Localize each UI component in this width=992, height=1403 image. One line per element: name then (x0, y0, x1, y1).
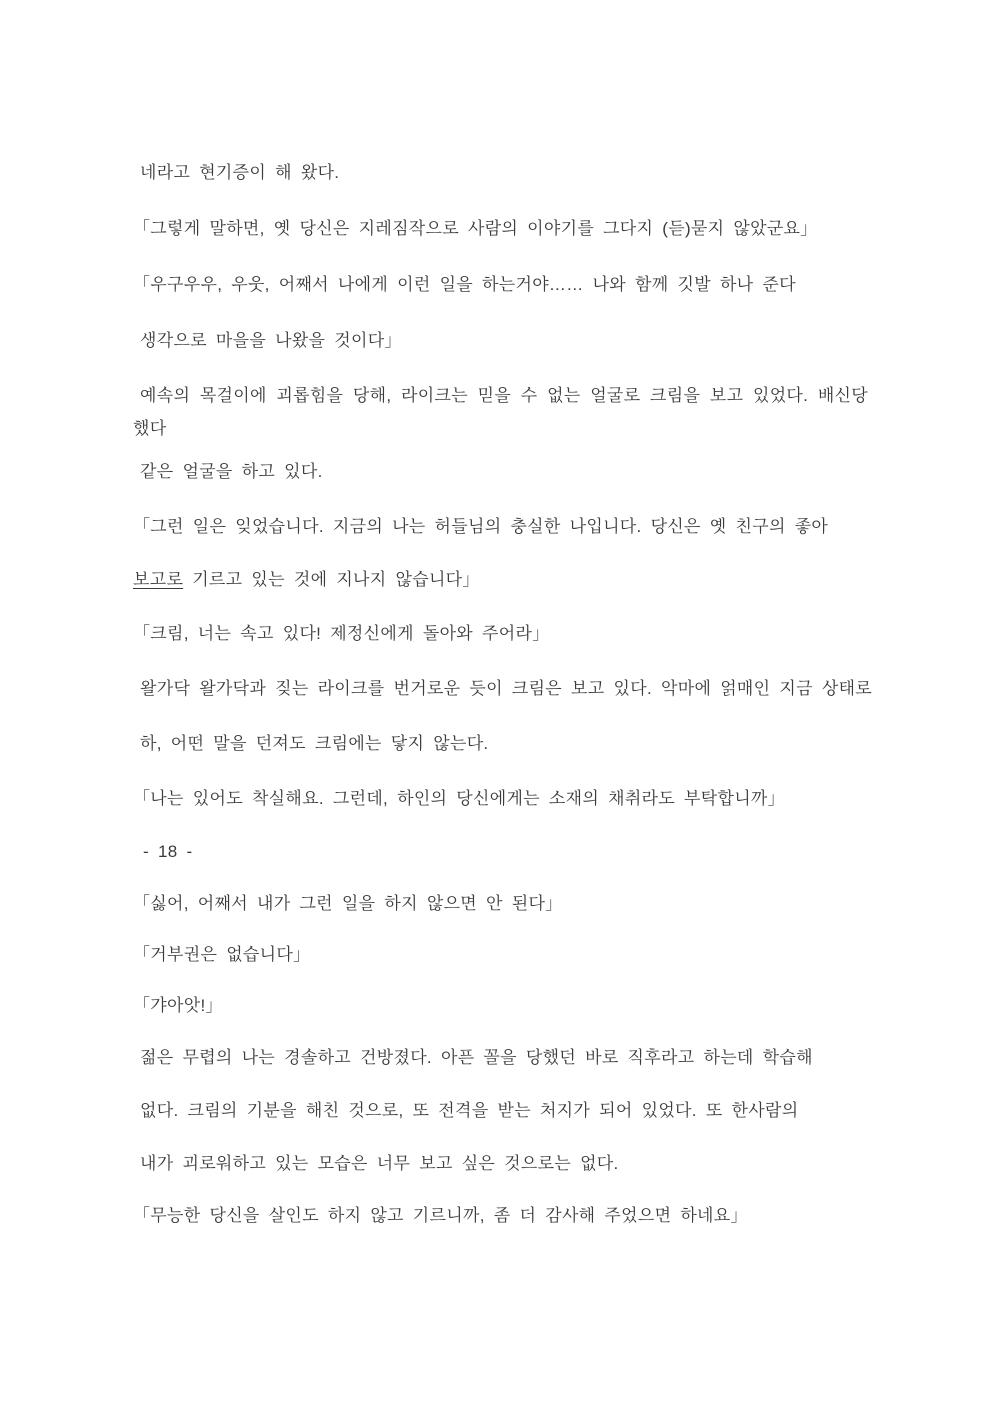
page-number: - 18 - (143, 842, 193, 861)
text-line-quote: 「거부권은 없습니다」 (133, 945, 311, 964)
text-line: 네라고 현기증이 해 왔다. (140, 163, 340, 182)
text-line: 같은 얼굴을 하고 있다. (140, 462, 323, 481)
text-line: 젊은 무렵의 나는 경솔하고 건방졌다. 아픈 꼴을 당했던 바로 직후라고 하는데 학습해 (140, 1048, 813, 1067)
text-line: 내가 괴로워하고 있는 모습은 너무 보고 싶은 것으로는 없다. (140, 1154, 619, 1173)
text-line-quote: 「우구우우, 우웃, 어째서 나에게 이런 일을 하는거야…… 나와 함께 깃발 하나 준다 (133, 275, 796, 294)
text-line: 하, 어떤 말을 던져도 크림에는 닿지 않는다. (140, 734, 489, 753)
underlined-word: 보고로 (133, 570, 184, 589)
text-line-quote: 「싫어, 어째서 내가 그런 일을 하지 않으면 안 된다」 (133, 894, 563, 913)
text-line-justified: 예속의 목걸이에 괴롭힘을 당해, 라이크는 믿을 수 없는 얼굴로 크림을 보고 있었다. 배신당 (140, 386, 868, 405)
text-line-quote: 「그렇게 말하면, 옛 당신은 지레짐작으로 사람의 이야기를 그다지 (듣)묻지 않았군요」 (133, 219, 818, 238)
text-line: 생각으로 마을을 나왔을 것이다」 (140, 331, 402, 350)
text-line-quote: 「갸아앗!」 (133, 996, 223, 1015)
text-line-quote: 「나는 있어도 착실해요. 그런데, 하인의 당신에게는 소재의 채취라도 부탁합니까」 (133, 789, 785, 808)
text-line-continuation: 했다 (133, 419, 167, 438)
text-line-continuation (133, 563, 868, 596)
text-line: 왈가닥 왈가닥과 짖는 라이크를 번거로운 듯이 크림은 보고 있다. 악마에 얽매인 지금 상태로 (140, 679, 873, 698)
text-line-quote: 「무능한 당신을 살인도 하지 않고 기르니까, 좀 더 감사해 주었으면 하네요」 (133, 1206, 748, 1225)
text-line-quote: 「크림, 너는 속고 있다! 제정신에게 돌아와 주어라」 (133, 624, 550, 643)
text-line-quote: 「그런 일은 잊었습니다. 지금의 나는 허들님의 충실한 나입니다. 당신은 옛 친구의 좋아 (133, 517, 829, 536)
text-line: 없다. 크림의 기분을 해친 것으로, 또 전격을 받는 처지가 되어 있었다. 또 한사람의 (140, 1101, 799, 1120)
text-line-rest: 기르고 있는 것에 지나지 않습니다」 (183, 570, 480, 589)
